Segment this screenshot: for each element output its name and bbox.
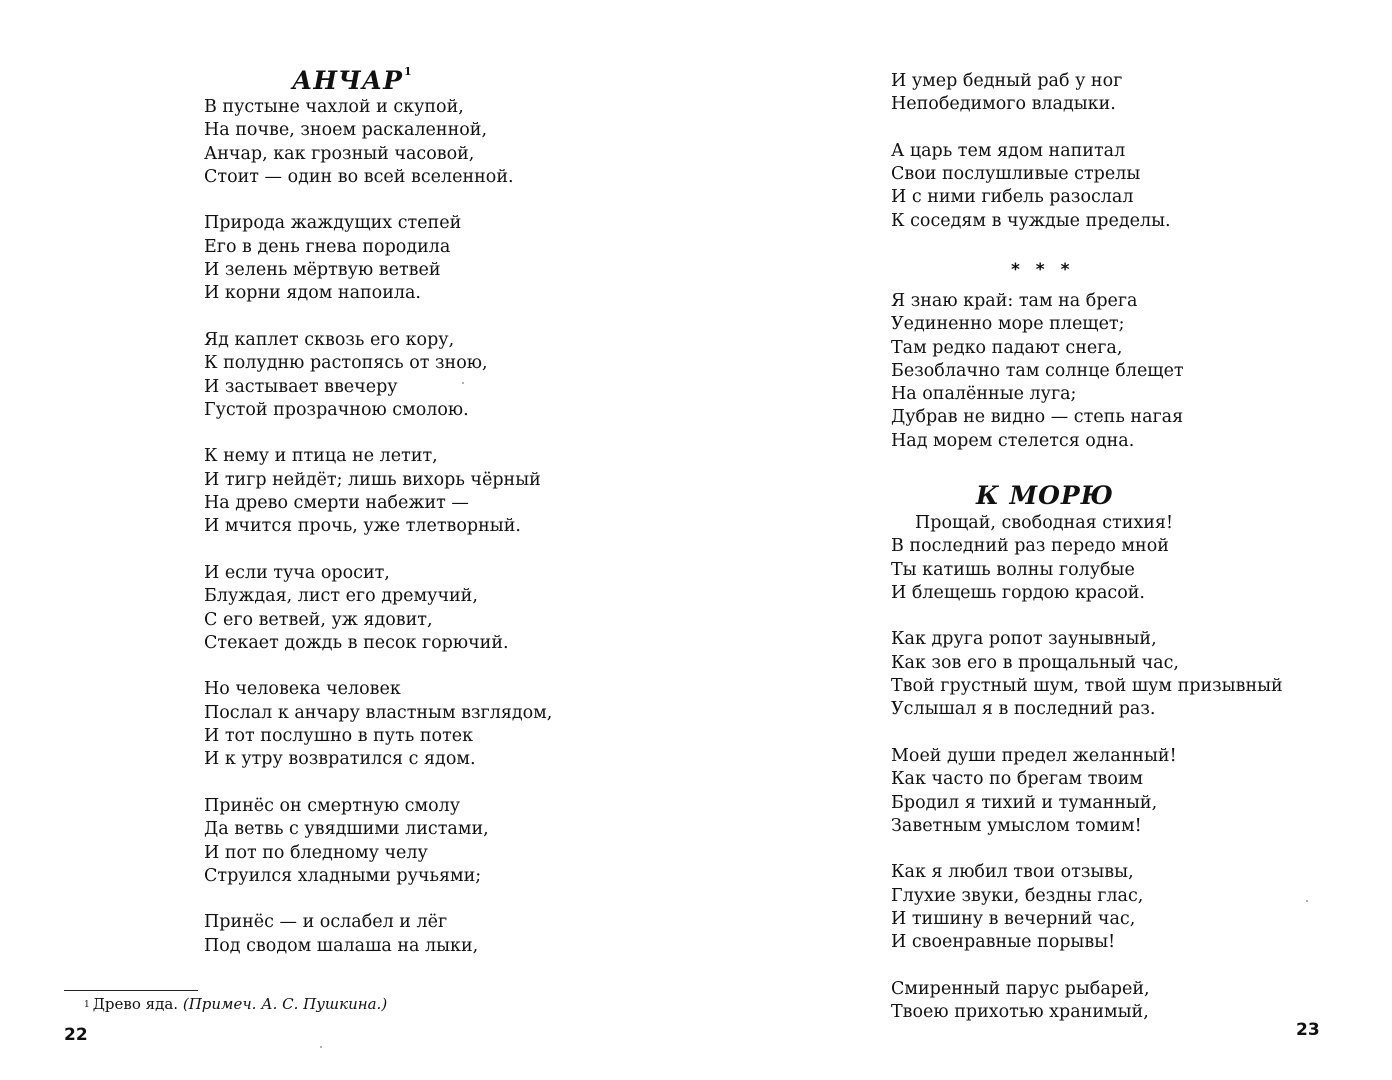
- verse-line: Глухие звуки, бездны глас,: [891, 885, 1144, 906]
- verse-line: Уединенно море плещет;: [891, 314, 1125, 335]
- verse-line: С его ветвей, уж ядовит,: [204, 609, 433, 630]
- poem-body-k-moryu: [891, 512, 1283, 1025]
- right-page: [696, 0, 1392, 1080]
- verse-line: Как друга ропот заунывный,: [891, 629, 1157, 650]
- stanza: [204, 795, 552, 888]
- page-number-left: 22: [64, 1025, 88, 1045]
- poem-title-text: АНЧАР: [292, 66, 403, 95]
- print-speck: [320, 1046, 322, 1048]
- stanza: [891, 512, 1283, 605]
- footnote-attribution: (Примеч. А. С. Пушкина.): [182, 995, 388, 1013]
- footnote-rule: [64, 990, 198, 991]
- poem-body-anchar: [204, 96, 552, 958]
- verse-line: Бродил я тихий и туманный,: [891, 792, 1158, 813]
- verse-line: Я знаю край: там на брега: [891, 291, 1138, 311]
- verse-line: И мчится прочь, уже тлетворный.: [204, 516, 521, 537]
- verse-line: Густой прозрачною смолою.: [204, 399, 469, 420]
- verse-line: На древо смерти набежит —: [204, 493, 469, 514]
- page-number-right: 23: [1296, 1020, 1320, 1040]
- poem-separator: * * *: [1011, 260, 1075, 280]
- verse-line: Анчар, как грозный часовой,: [204, 143, 475, 164]
- verse-line: Моей души предел желанный!: [891, 745, 1177, 766]
- verse-line: Стекает дождь в песок горючий.: [204, 632, 509, 653]
- verse-line: К соседям в чуждые пределы.: [891, 210, 1171, 231]
- stanza: [891, 140, 1171, 233]
- verse-line: Яд каплет сквозь его кору,: [204, 329, 455, 350]
- verse-line: И корни ядом напоила.: [204, 283, 421, 304]
- verse-line: И тот послушно в путь потек: [204, 726, 474, 747]
- verse-line: Как зов его в прощальный час,: [891, 652, 1179, 673]
- title-footnote-mark: 1: [403, 65, 413, 78]
- verse-line: И с ними гибель разослал: [891, 187, 1134, 208]
- verse-line: К нему и птица не летит,: [204, 446, 438, 467]
- print-speck: [462, 382, 464, 384]
- verse-line: Послал к анчару властным взглядом,: [204, 702, 553, 723]
- poem-title-k-moryu: К МОРЮ: [976, 481, 1114, 510]
- stanza: [204, 562, 552, 655]
- verse-line: На опалённые луга;: [891, 384, 1077, 405]
- verse-line: И блещешь гордою красой.: [891, 582, 1145, 603]
- verse-line: Заветным умыслом томим!: [891, 815, 1142, 836]
- poem-body-anchar-continued: [891, 70, 1171, 233]
- stanza: [891, 70, 1171, 117]
- verse-line: И своенравные порывы!: [891, 932, 1116, 953]
- verse-line: В пустыне чахлой и скупой,: [204, 97, 464, 117]
- stanza: [204, 329, 552, 422]
- verse-line: На почве, зноем раскаленной,: [204, 120, 488, 141]
- verse-line: К полудню растопясь от зною,: [204, 353, 488, 374]
- verse-line: Ты катишь волны голубые: [891, 559, 1135, 580]
- verse-line: А царь тем ядом напитал: [891, 140, 1126, 161]
- verse-line: Но человека человек: [204, 679, 401, 700]
- verse-line: Свои послушливые стрелы: [891, 164, 1141, 185]
- footnote: [84, 994, 387, 1014]
- stanza: [891, 290, 1184, 453]
- verse-line: Там редко падают снега,: [891, 337, 1123, 358]
- verse-line: И умер бедный раб у ног: [891, 71, 1123, 91]
- stanza: [891, 745, 1283, 838]
- verse-line: И тишину в вечерний час,: [891, 909, 1136, 930]
- verse-line: Дубрав не видно — степь нагая: [891, 407, 1184, 428]
- stanza: [204, 96, 552, 189]
- verse-line: И к утру возвратился с ядом.: [204, 749, 476, 770]
- verse-line: Прощай, свободная стихия!: [915, 513, 1173, 533]
- verse-line: Принёс он смертную смолу: [204, 795, 461, 816]
- verse-line: Блуждая, лист его дремучий,: [204, 586, 478, 607]
- print-speck: [1306, 900, 1308, 902]
- verse-line: И зелень мёртвую ветвей: [204, 260, 441, 281]
- verse-line: Струился хладными ручьями;: [204, 865, 482, 886]
- verse-line: Безоблачно там солнце блещет: [891, 360, 1184, 381]
- verse-line: Смиренный парус рыбарей,: [891, 978, 1150, 999]
- verse-line: И пот по бледному челу: [204, 842, 428, 863]
- stanza: [891, 861, 1283, 954]
- verse-line: Стоит — один во всей вселенной.: [204, 166, 514, 187]
- footnote-mark: 1: [84, 1000, 90, 1010]
- verse-line: Как часто по брегам твоим: [891, 769, 1144, 790]
- verse-line: Под сводом шалаша на лыки,: [204, 935, 479, 956]
- verse-line: Над морем стелется одна.: [891, 430, 1135, 451]
- verse-line: Твоею прихотью хранимый,: [891, 1002, 1149, 1023]
- stanza: [204, 445, 552, 538]
- footnote-text: Древо яда.: [92, 995, 179, 1013]
- verse-line: Услышал я в последний раз.: [891, 699, 1156, 720]
- poem-title-anchar: [292, 65, 413, 95]
- verse-line: Природа жаждущих степей: [204, 213, 462, 234]
- stanza: [204, 678, 552, 771]
- verse-line: И застывает ввечеру: [204, 376, 398, 397]
- verse-line: В последний раз передо мной: [891, 536, 1169, 557]
- stanza: [891, 628, 1283, 721]
- verse-line: Его в день гнева породила: [204, 236, 451, 257]
- verse-line: И тигр нейдёт; лишь вихорь чёрный: [204, 469, 541, 490]
- verse-line: Твой грустный шум, твой шум призывный: [891, 676, 1283, 697]
- verse-line: Принёс — и ослабел и лёг: [204, 912, 448, 933]
- verse-line: И если туча оросит,: [204, 562, 390, 583]
- verse-line: Да ветвь с увядшими листами,: [204, 819, 489, 840]
- stanza: [891, 978, 1283, 1025]
- stanza: [204, 911, 552, 958]
- poem-body-untitled: [891, 290, 1184, 453]
- verse-line: Непобедимого владыки.: [891, 94, 1116, 115]
- verse-line: Как я любил твои отзывы,: [891, 862, 1134, 883]
- stanza: [204, 212, 552, 305]
